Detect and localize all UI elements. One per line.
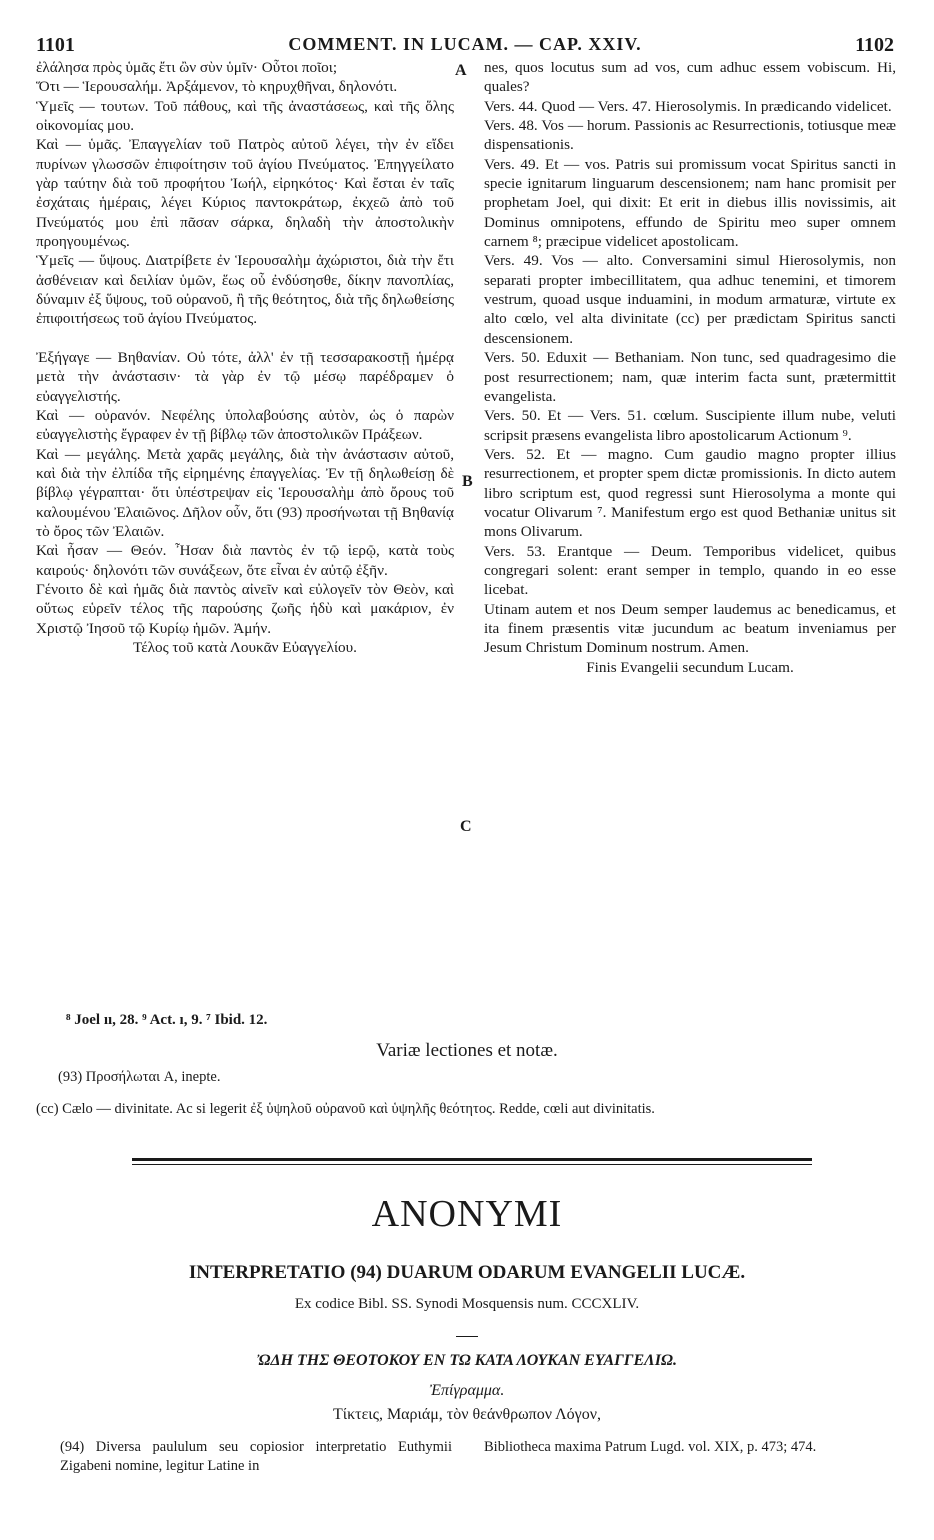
latin-paragraph: Vers. 50. Eduxit — Bethaniam. Non tunc, sed quadragesimo die post resurrectionem; nam, quæ interim facta sunt, prætermittit evangelista. (484, 349, 896, 405)
greek-paragraph: Καὶ — μεγάλης. Μετὰ χαρᾶς μεγάλης, διὰ τὴν ἀνάστασιν αὐτοῦ, καὶ διὰ τὴν ἐλπίδα τῆς εἰρημένης ἐπαγγελίας. Ἐν τῇ δηλωθείσῃ δὲ βίβλῳ γέγραπται· ὅτι ὑπέστρεψαν εἰς Ἱερουσαλὴμ ἀπὸ ὄρους τοῦ καλουμένου Ἐλαιῶνος. Δῆλον οὖν, ὅτι (93) προσήνωται τῇ Βηθανίᾳ τὸ ὄρος τῶν Ἐλαιῶν. (36, 445, 454, 540)
latin-paragraph: Vers. 52. Et — magno. Cum gaudio magno propter illius resurrectionem, et propter spem dictæ promissionis. In dicto autem libro scriptum est, quod regressi sunt Hierosolyma a monte qui vocatur Olivarum ⁷. Manifestum ergo est quod Bethaniæ unitus sit mons Olivarum. (484, 445, 896, 541)
latin-explicit: Finis Evangelii secundum Lucam. (586, 658, 794, 676)
page-number-left: 1101 (36, 34, 75, 56)
latin-paragraph: Vers. 53. Erantque — Deum. Temporibus videlicet, quibus congregari solent: erant semper in templo, quando in eo esse licebat. (484, 542, 896, 599)
margin-marker-b: B (462, 473, 473, 490)
greek-paragraph: Ὑμεῖς — τουτων. Τοῦ πάθους, καὶ τῆς ἀναστάσεως, καὶ τῆς ὅλης οἰκονομίας μου. (36, 97, 454, 135)
footnote-94-left: (94) Diversa paululum seu copiosior interpretatio Euthymii Zigabeni nomine, legitur Latine in (60, 1439, 452, 1474)
margin-marker-c: C (460, 818, 472, 835)
work-title: ANONYMI (371, 1193, 563, 1235)
note-cc: (cc) Cælo — divinitate. Ac si legerit ἐξ ὑψηλοῦ οὐρανοῦ καὶ ὑψηλῆς θεότητος. Redde, cœli aut divinitatis. (36, 1101, 655, 1117)
epigram-label: Ἐπίγραμμα. (429, 1382, 505, 1399)
latin-paragraph: Vers. 49. Vos — alto. Conversamini simul Hierosolymis, non separati propter imbecillitatem, qua adhuc tenemini, et timorem vestrum, quoad usque induamini, in modum armaturæ, virtute ex alto cœlo, vel alta divinitate (cc) per prædictam Spiritus sancti descensionem. (484, 252, 896, 347)
latin-column (484, 58, 896, 677)
greek-paragraph: ἐλάλησα πρὸς ὑμᾶς ἔτι ὢν σὺν ὑμῖν· Οὗτοι ποῖοι; (36, 59, 338, 76)
greek-paragraph: Ἐξήγαγε — Βηθανίαν. Οὐ τότε, ἀλλ' ἐν τῇ τεσσαρακοστῇ ἡμέρᾳ μετὰ τὴν ἀνάστασιν· τὰ γὰρ ἐν τῷ μέσῳ παρέδραμεν ὁ εὐαγγελιστής. (36, 348, 454, 405)
ode-heading: ὨΔΗ ΤΗΣ ΘΕΟΤΟΚΟΥ ΕΝ ΤΩ ΚΑΤΑ ΛΟΥΚΑΝ ΕΥΑΓΓΕΛΙΩ. (257, 1352, 677, 1369)
section-divider-thick (132, 1158, 812, 1161)
running-title: COMMENT. IN LUCAM. — CAP. XXIV. (288, 34, 642, 54)
footnote-references: ⁸ Joel ıı, 28. ⁹ Act. ı, 9. ⁷ Ibid. 12. (66, 1012, 268, 1028)
footnote-94-right: Bibliotheca maxima Patrum Lugd. vol. XIX, p. 473; 474. (484, 1439, 817, 1455)
latin-paragraph: Vers. 44. Quod — Vers. 47. Hierosolymis. In prædicando videlicet. (484, 97, 892, 115)
greek-paragraph: Καὶ ἦσαν — Θεόν. Ἦσαν διὰ παντὸς ἐν τῷ ἱερῷ, κατὰ τοὺς καιρούς· δηλονότι τῶν συνάξεων, ὅτε εἶναι ἐν αὐτῷ ἐξῆν. (36, 542, 454, 579)
greek-paragraph: Γένοιτο δὲ καὶ ἡμᾶς διὰ παντὸς αἰνεῖν καὶ εὐλογεῖν τὸν Θεὸν, καὶ οὕτως εὑρεῖν τέλος τῆς παρούσης ζωῆς ἡδὺ καὶ μακάριον, ἐν Χριστῷ Ἰησοῦ τῷ Κυρίῳ ἡμῶν. Ἀμήν. (36, 580, 454, 637)
greek-paragraph: Ὑμεῖς — ὕψους. Διατρίβετε ἐν Ἱερουσαλὴμ ἀχώριστοι, διὰ τὴν ἔτι ἀσθένειαν καὶ δειλίαν ὑμῶν, ἕως οὗ ἐνδύσησθε, δίκην πανοπλίας, δύναμιν ἐξ ὕψους, τοῦ οὐρανοῦ, ἢ τῆς θεότητος, διὰ τῆς δηλωθείσης ἐπιφοιτήσεως τοῦ ἁγίου Πνεύματος. (36, 252, 454, 328)
margin-marker-a: A (455, 62, 467, 79)
section-divider-thin (132, 1164, 812, 1165)
note-93: (93) Προσήλωται A, inepte. (58, 1069, 221, 1085)
greek-column (36, 58, 454, 657)
greek-paragraph: Καὶ — οὐρανόν. Νεφέλης ὑπολαβούσης αὐτὸν, ὡς ὁ παρὼν εὐαγγελιστὴς ἔγραφεν ἐν τῇ βίβλῳ τῶν ἀποστολικῶν Πράξεων. (36, 406, 454, 444)
epigram-verse: Τίκτεις, Μαριάμ, τὸν θεάνθρωπον Λόγον, (333, 1406, 601, 1423)
paragraph-gap (36, 329, 454, 348)
work-source: Ex codice Bibl. SS. Synodi Mosquensis num. CCCXLIV. (294, 1296, 640, 1312)
latin-paragraph: Vers. 48. Vos — horum. Passionis ac Resurrectionis, totiusque meæ dispensationis. (484, 117, 896, 154)
short-rule (456, 1336, 478, 1337)
variae-title: Variæ lectiones et notæ. (376, 1040, 558, 1061)
latin-paragraph: Vers. 49. Et — vos. Patris sui promissum vocat Spiritus sancti in specie ignitarum linguarum descensionem; nam hanc promisit per prophetam Joel, qui dixit: Et erit in diebus illis novissimis, ait Dominus omnipotens, effundo de Spiritu meo super omnem carnem ⁸; præcipue videlicet apostolicam. (484, 155, 896, 251)
greek-paragraph: Ὅτι — Ἱερουσαλήμ. Ἀρξάμενον, τὸ κηρυχθῆναι, δηλονότι. (36, 78, 398, 96)
page-number-right: 1102 (855, 34, 894, 56)
latin-paragraph: Vers. 50. Et — Vers. 51. cœlum. Suscipiente illum nube, veluti scripsit præsens evangelista libro apostolicarum Actionum ⁹. (484, 407, 896, 444)
greek-paragraph: Καὶ — ὑμᾶς. Ἐπαγγελίαν τοῦ Πατρὸς αὐτοῦ λέγει, τὴν ἐν εἴδει πυρίνων γλωσσῶν ἐπιφοίτησιν τοῦ ἁγίου Πνεύματος. Ἐπηγγείλατο γὰρ ταύτην διὰ τοῦ προφήτου Ἰωήλ, εἰρηκότος· Καὶ ἔσται ἐν ταῖς ἐσχάταις ἡμέραις, λέγει Κύριος παντοκράτωρ, ἐκχεῶ ἀπὸ τοῦ Πνεύματός μου ἐπὶ πᾶσαν σάρκα, δηλαδὴ τὴν ἀποστολικὴν προηγουμένως. (36, 136, 454, 251)
running-header (36, 34, 894, 60)
latin-paragraph: Utinam autem et nos Deum semper laudemus ac benedicamus, et ita finem præsentis vitæ jucundum ac beatum inveniamus per Jesum Christum Dominum nostrum. Amen. (484, 600, 896, 657)
greek-explicit: Τέλος τοῦ κατὰ Λουκᾶν Εὐαγγελίου. (133, 638, 357, 656)
work-subtitle: INTERPRETATIO (94) DUARUM ODARUM EVANGELII LUCÆ. (188, 1262, 746, 1283)
latin-paragraph: nes, quos locutus sum ad vos, cum adhuc essem vobiscum. Hi, quales? (484, 59, 896, 96)
